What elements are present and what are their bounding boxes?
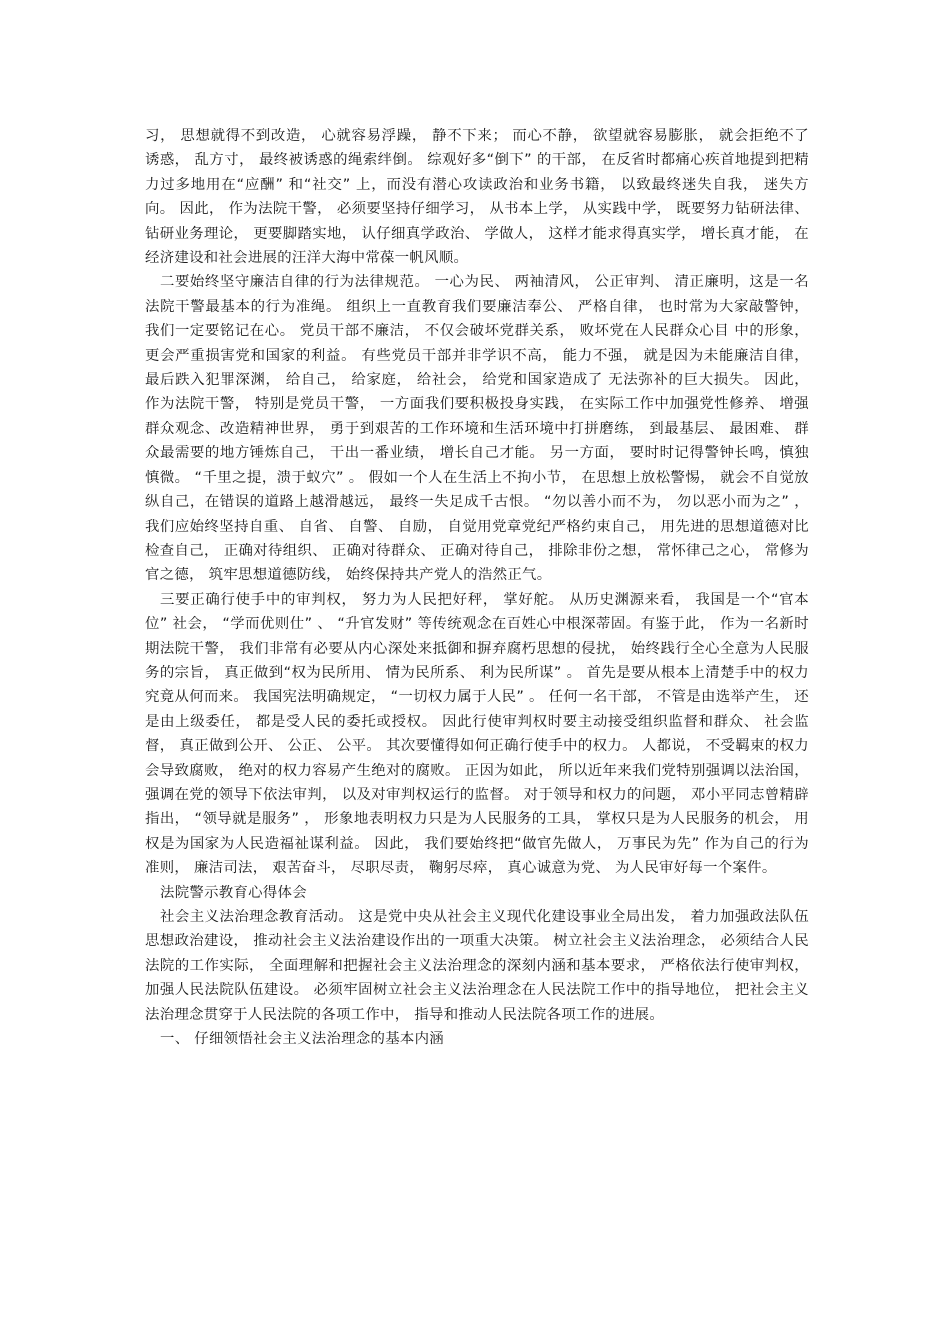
paragraph-integrity: 二要始终坚守廉洁自律的行为法律规范。 一心为民、 两袖清风， 公正审判、 清正廉明，这是一名法院干警最基本的行为准绳。 组织上一直教育我们要廉洁奉公、 严格自律， 也时常为大家敲警钟， 我们一定要铭记在心。 党员干部不廉洁， 不仅会破坏党群关系， 败坏党在人民群众心目 中的形象， 更会严重损害党和国家的利益。 有些党员干部并非学识不高， 能力不强， 就是因为未能廉洁自律， 最后跌入犯罪深渊， 给自己， 给家庭， 给社会， 给党和国家造成了 无法弥补的巨大损失。 因此， 作为法院干警， 特别是党员干警， 一方面我们要积极投身实践， 在实际工作中加强党性修养、 增强群众观念、改造精神世界， 勇于到艰苦的工作环境和生活环境中打拼磨练， 到最基层、 最困难、 群众最需要的地方锤炼自己， 干出一番业绩， 增长自己才能。 另一方面， 要时时记得警钟长鸣，慎独慎微。 “千里之提，溃于蚁穴” 。 假如一个人在生活上不拘小节， 在思想上放松警惕， 就会不自觉放纵自己，在错误的道路上越滑越远， 最终一失足成千古恨。 “勿以善小而不为， 勿以恶小而为之” ， 我们应始终坚持自重、 自省、 自警、 自励， 自觉用党章党纪严格约束自己， 用先进的思想道德对比检查自己， 正确对待组织、 正确对待群众、 正确对待自己， 排除非份之想， 常怀律己之心， 常修为官之德， 筑牢思想道德防线， 始终保持共产党人的浩然正气。 [145, 274, 809, 584]
paragraph-study: 习， 思想就得不到改造， 心就容易浮躁， 静不下来； 而心不静， 欲望就容易膨胀， 就会拒绝不了 诱惑， 乱方寸， 最终被诱惑的绳索绊倒。 综观好多“倒下” 的干部， 在反省时都痛心疾首地提到把精力过多地用在“应酬” 和“社交” 上，而没有潜心攻读政治和业务书籍， 以致最终迷失自我， 迷失方向。 因此， 作为法院干警， 必须要坚持仔细学习， 从书本上学， 从实践中学， 既要努力钻研法律、 钻研业务理论， 更要脚踏实地， 认仔细真学政治、 学做人， 这样才能求得真实学， 增长真才能， 在经济建设和社会进展的汪洋大海中常葆一帆风顺。 [145, 128, 809, 267]
section-title: 法院警示教育心得体会 [160, 884, 307, 901]
paragraph-judicial-power: 三要正确行使手中的审判权， 努力为人民把好秤， 掌好舵。 从历史渊源来看， 我国是一个“官本位” 社会， “学而优则仕” 、 “升官发财” 等传统观念在百姓心中根深蒂固。有鉴于此， 作为一名新时期法院干警， 我们非常有必要从内心深处来抵御和摒弃腐朽思想的侵扰， 始终践行全心全意为人民服务的宗旨， 真正做到“权为民所用、 情为民所系、 利为民所谋” 。 首先是要从根本上清楚手中的权力究竟从何而来。 我国宪法明确规定， “一切权力属于人民” 。 任何一名干部， 不管是由选举产生， 还是由上级委任， 都是受人民的委托或授权。 因此行使审判权时要主动接受组织监督和群众、 社会监督， 真正做到公开、 公正、 公平。 其次要懂得如何正确行使手中的权力。 人都说， 不受羁束的权力会导致腐败， 绝对的权力容易产生绝对的腐败。 正因为如此， 所以近年来我们党特别强调以法治国， 强调在党的领导下依法审判， 以及对审判权运行的监督。 对于领导和权力的问题， 邓小平同志曾精辟指出， “领导就是服务” ， 形象地表明权力只是为人民服务的工具， 掌权只是为人民服务的机会， 用权是为国家为人民造福祉谋利益。 因此， 我们要始终把“做官先做人， 万事民为先” 作为自己的行为准则， 廉洁司法， 艰苦奋斗， 尽职尽责， 鞠躬尽瘁， 真心诚意为党、 为人民审好每一个案件。 [145, 591, 810, 877]
paragraph-rule-of-law: 社会主义法治理念教育活动。 这是党中央从社会主义现代化建设事业全局出发， 着力加强政法队伍思想政治建设， 推动社会主义法治建设作出的一项重大决策。 树立社会主义法治理念， 必须结合人民法院的工作实际， 全面理解和把握社会主义法治理念的深刻内涵和基本要求， 严格依法行使审判权， 加强人民法院队伍建设。 必须牢固树立社会主义法治理念在人民法院工作中的指导地位， 把社会主义法治理念贯穿于人民法院的各项工作中， 指导和推动人民法院各项工作的进展。 [145, 909, 809, 1023]
document-body [145, 124, 809, 1051]
subsection-heading: 一、 仔细领悟社会主义法治理念的基本内涵 [160, 1031, 444, 1048]
